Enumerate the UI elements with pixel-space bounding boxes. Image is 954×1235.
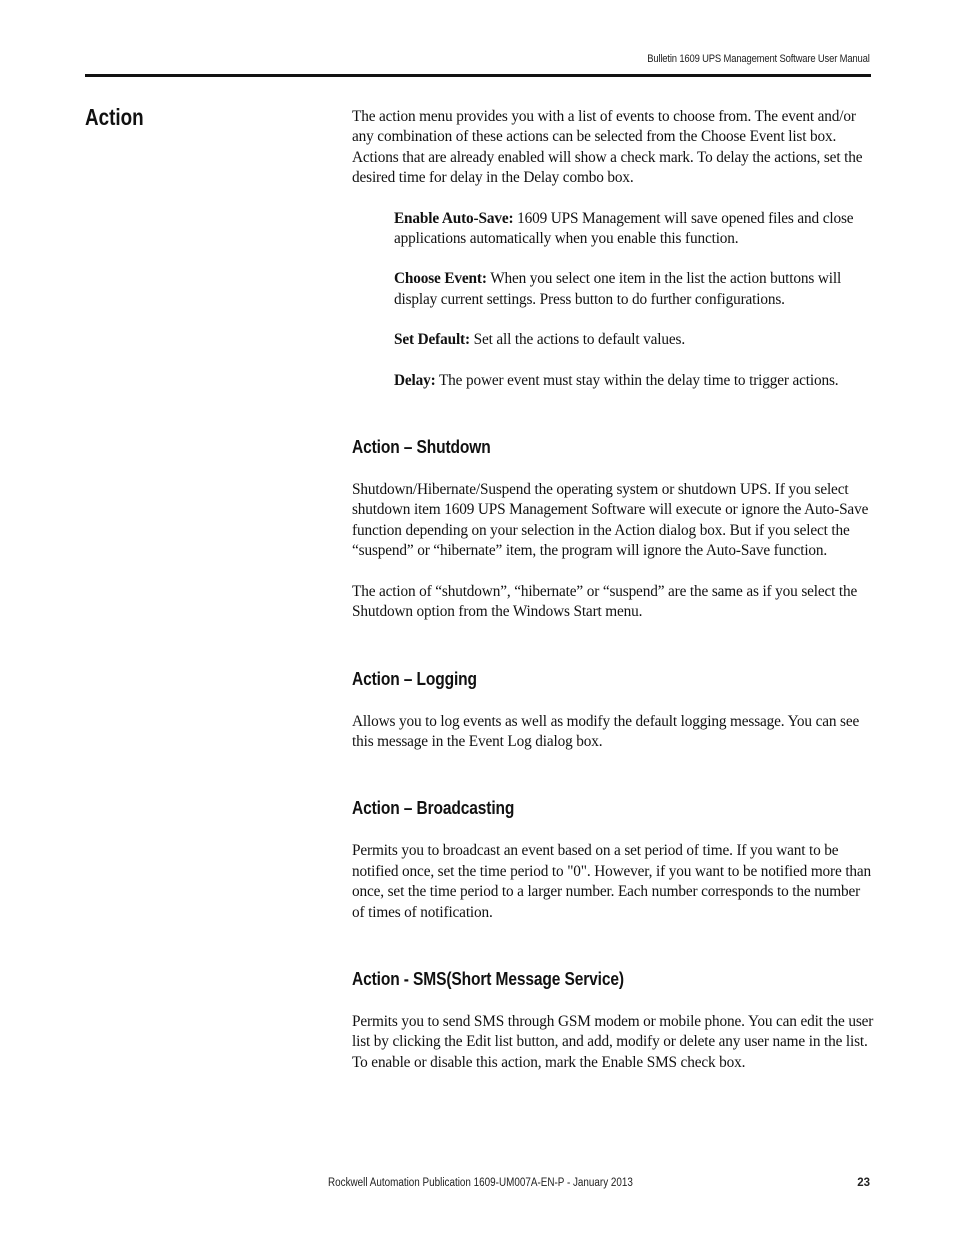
definition-text: The power event must stay within the delay time to trigger actions. [435,371,839,389]
definition-text: Set all the actions to default values. [469,331,685,349]
main-content [352,107,874,1093]
subheading-sms: Action - SMS(Short Message Service) [352,967,624,989]
definition-term: Set Default: [394,331,470,349]
definition-auto-save [394,209,874,250]
shutdown-paragraph-1: Shutdown/Hibernate/Suspend the operating system or shutdown UPS. If you select shutdown item 1609 UPS Management Software will execute or ignore the Auto-Save function depending on your selection in the Action dialog box. But if you select the “suspend” or “hibernate” item, the program will ignore the Auto-Save function. [352,481,869,560]
header-rule [85,74,871,77]
definition-term: Delay: [394,371,436,389]
definition-delay [394,371,874,391]
logging-paragraph: Allows you to log events as well as modify the default logging message. You can see this message in the Event Log dialog box. [352,712,860,750]
definition-set-default [394,330,874,350]
subheading-broadcasting: Action – Broadcasting [352,797,515,819]
definition-term: Enable Auto-Save: [394,209,514,227]
definition-choose-event [394,269,874,310]
intro-paragraph: The action menu provides you with a list of events to choose from. The event and/or any combination of these actions can be selected from the Choose Event list box. Actions that are already enabled will show a check mark. To delay the actions, set the desired time for delay in the Delay combo box. [352,108,863,187]
page-number: 23 [857,1177,870,1189]
subheading-logging: Action – Logging [352,667,477,689]
broadcasting-paragraph: Permits you to broadcast an event based on a set period of time. If you want to be notified once, set the time period to "0". However, if you want to be notified more than once, set the time period to a larger number. Each number corresponds to the number of times of notification. [352,842,872,921]
running-header: Bulletin 1609 UPS Management Software User Manual [647,53,870,65]
definition-term: Choose Event: [394,270,487,288]
shutdown-paragraph-2: The action of “shutdown”, “hibernate” or “suspend” are the same as if you select the Shutdown option from the Windows Start menu. [352,582,858,621]
definition-text: 1609 UPS Management will save opened files and close applications automatically when you enable this function. [394,209,854,248]
footer-publication: Rockwell Automation Publication 1609-UM007A-EN-P - January 2013 [328,1177,633,1189]
definition-text: When you select one item in the list the action buttons will display current settings. Press button to do further configurations. [394,270,842,308]
section-heading: Action [85,104,144,130]
sms-paragraph: Permits you to send SMS through GSM modem or mobile phone. You can edit the user list by clicking the Edit list button, and add, modify or delete any user name in the list. To enable or disable this action, mark the Enable SMS check box. [352,1012,874,1071]
subheading-shutdown: Action – Shutdown [352,436,491,458]
